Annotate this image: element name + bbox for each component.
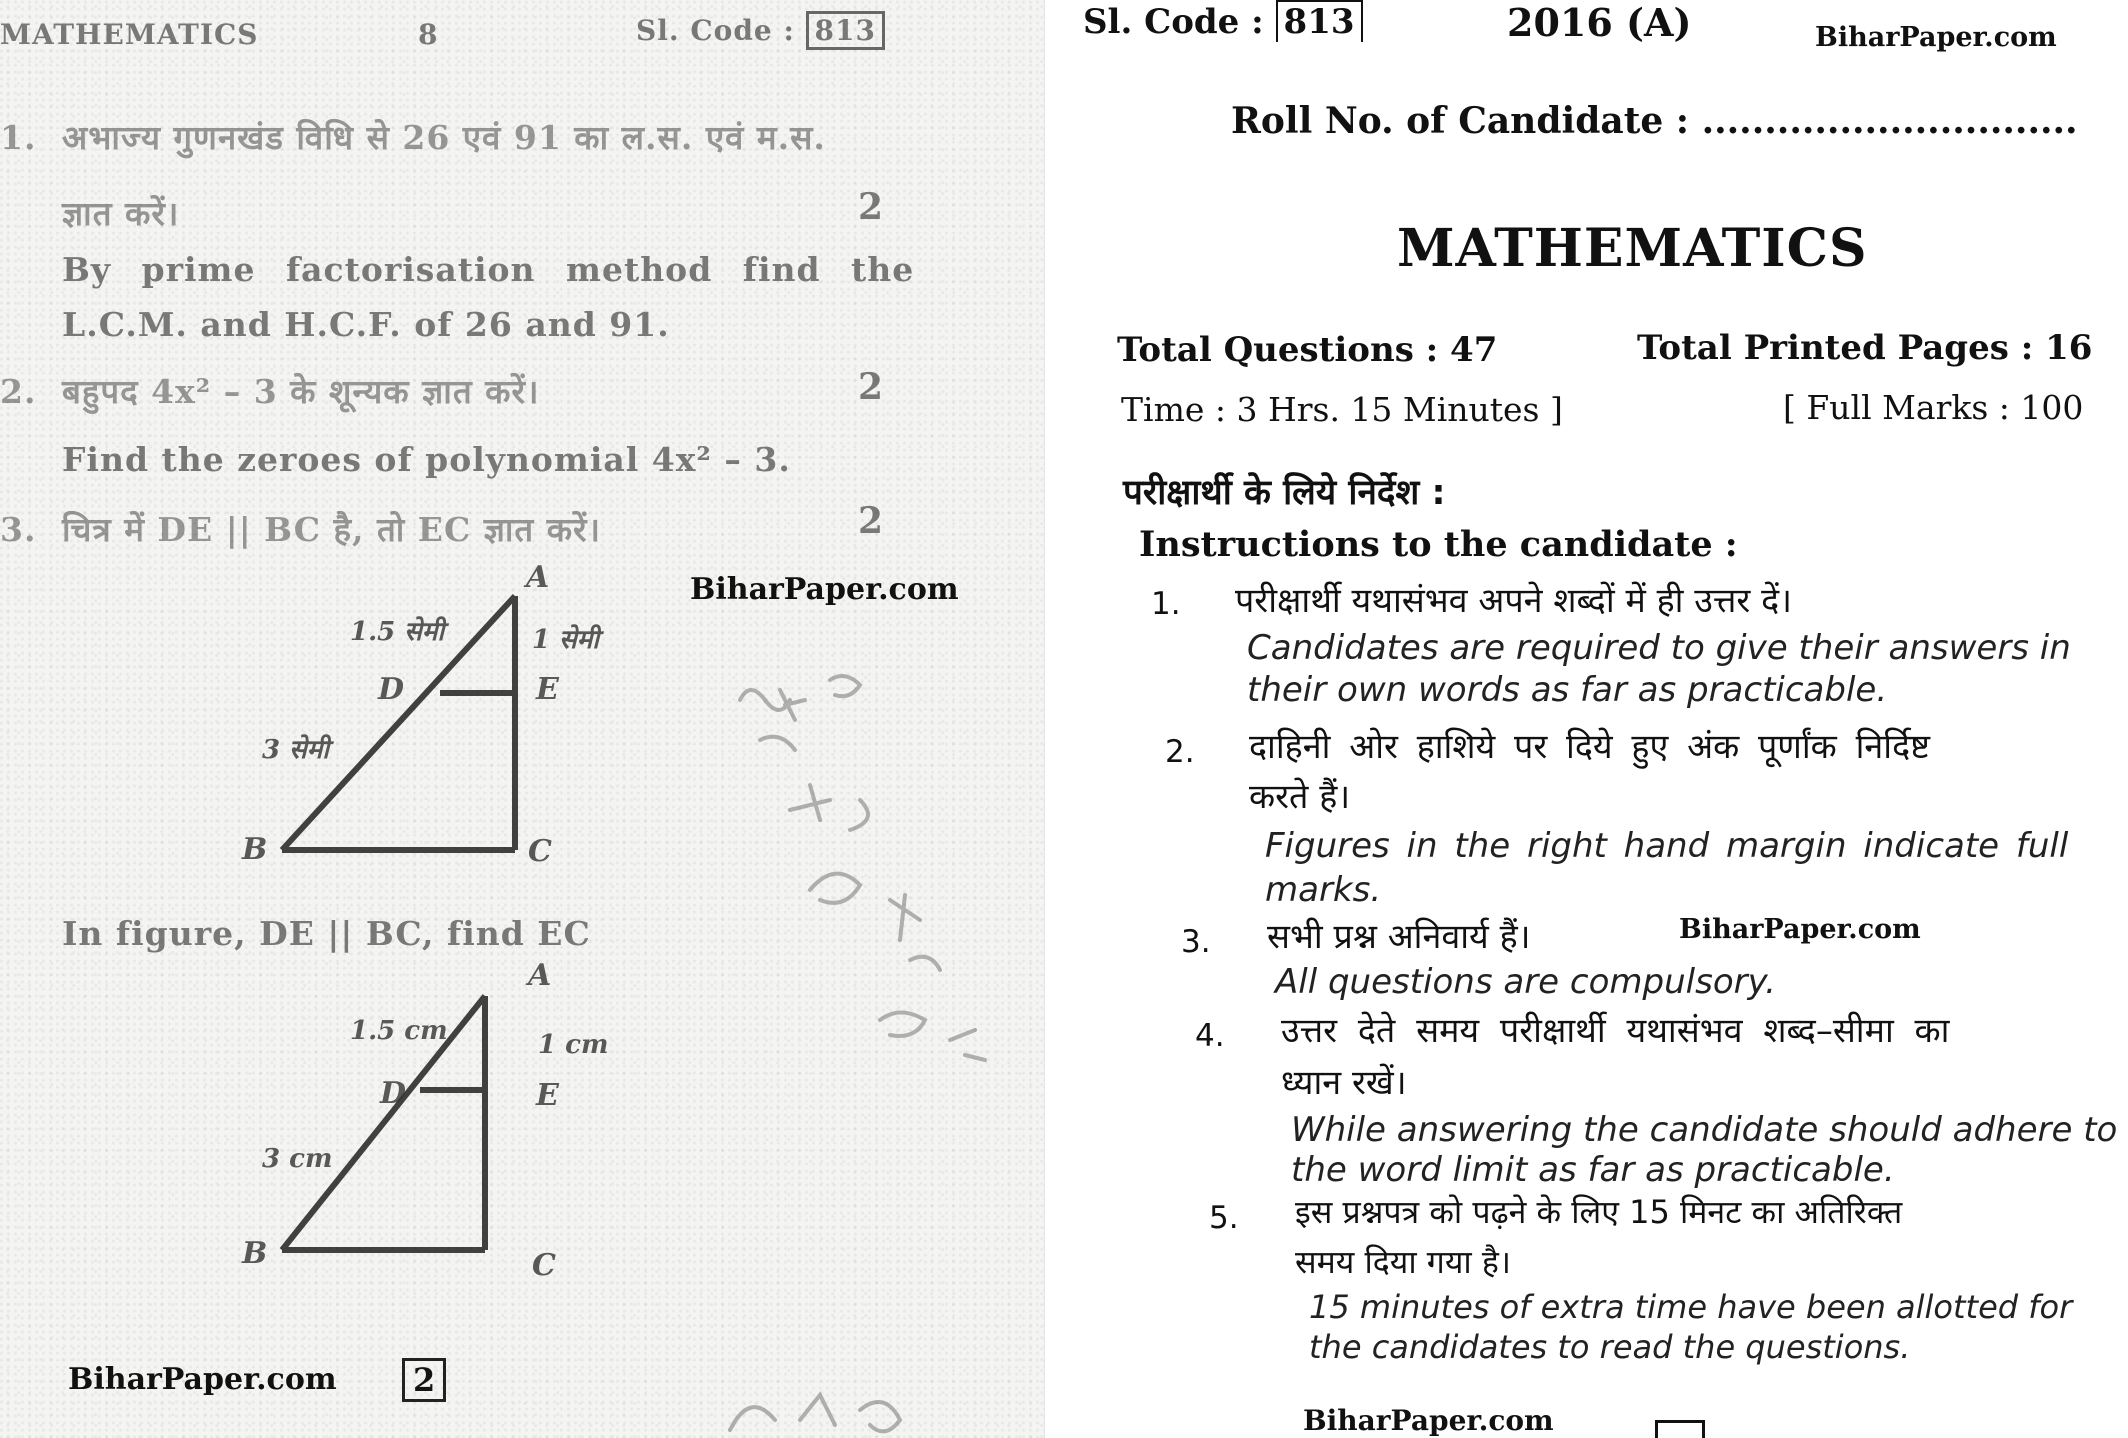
watermark-instr3: BiharPaper.com bbox=[1679, 914, 1921, 945]
watermark-bottom-left: BiharPaper.com bbox=[68, 1362, 337, 1397]
fig2-label-db: 3 cm bbox=[262, 1144, 333, 1174]
watermark-top-right: BiharPaper.com bbox=[1815, 22, 2057, 53]
fig2-label-c: C bbox=[532, 1248, 556, 1283]
instr4-english-line2: the word limit as far as practicable. bbox=[1291, 1150, 1895, 1190]
instr5-hindi-line2: समय दिया गया है। bbox=[1295, 1243, 1511, 1281]
instr5-english-line2: the candidates to read the questions. bbox=[1309, 1328, 1911, 1366]
left-header-code bbox=[636, 14, 885, 47]
fig1-label-ad: 1.5 सेमी bbox=[350, 617, 445, 647]
watermark-mid: BiharPaper.com bbox=[690, 572, 959, 607]
roll-number-line: Roll No. of Candidate : .............................. bbox=[1231, 100, 2078, 142]
q1-number: 1. bbox=[0, 118, 37, 157]
fig2-label-e: E bbox=[536, 1078, 559, 1113]
instr2-number: 2. bbox=[1165, 734, 1195, 770]
q3-number: 3. bbox=[0, 510, 37, 549]
fig2-label-b: B bbox=[242, 1236, 268, 1271]
fig1-label-a: A bbox=[526, 560, 550, 595]
instr4-hindi-line2: ध्यान रखें। bbox=[1281, 1063, 1407, 1103]
fig2-label-ad: 1.5 cm bbox=[350, 1016, 448, 1046]
right-page bbox=[1045, 0, 2128, 1438]
left-code-box: 813 bbox=[806, 11, 885, 50]
instr4-number: 4. bbox=[1195, 1018, 1225, 1054]
page-number-box: 2 bbox=[402, 1358, 446, 1402]
instructions-heading-english: Instructions to the candidate : bbox=[1139, 524, 1738, 565]
watermark-bottom-right: BiharPaper.com bbox=[1303, 1404, 1554, 1437]
exam-year: 2016 (A) bbox=[1507, 0, 1692, 45]
fig2-label-ae: 1 cm bbox=[538, 1030, 609, 1060]
q2-english: Find the zeroes of polynomial 4x² – 3. bbox=[62, 440, 791, 479]
fig1-label-ae: 1 सेमी bbox=[532, 625, 600, 655]
instr5-number: 5. bbox=[1209, 1200, 1239, 1236]
fig1-label-d: D bbox=[378, 672, 405, 707]
time-allowed: Time : 3 Hrs. 15 Minutes ] bbox=[1121, 390, 1563, 429]
instr2-english-line2: marks. bbox=[1265, 870, 1382, 910]
fig2-label-d: D bbox=[380, 1076, 407, 1111]
instr1-english-line2: their own words as far as practicable. bbox=[1247, 670, 1888, 710]
fig1-label-db: 3 सेमी bbox=[262, 735, 330, 765]
instr2-english-line1: Figures in the right hand margin indicate full bbox=[1265, 826, 2069, 866]
q3-english: In figure, DE || BC, find EC bbox=[62, 914, 591, 953]
q1-english-line2: L.C.M. and H.C.F. of 26 and 91. bbox=[62, 305, 670, 344]
right-code-label: Sl. Code : bbox=[1083, 2, 1264, 42]
instr3-number: 3. bbox=[1181, 924, 1211, 960]
instr1-english-line1: Candidates are required to give their answers in bbox=[1247, 628, 2071, 668]
instr5-english-line1: 15 minutes of extra time have been allotted for bbox=[1309, 1288, 2073, 1326]
page-number-box-partial bbox=[1655, 1420, 1705, 1438]
q2-hindi: बहुपद 4x² – 3 के शून्यक ज्ञात करें। bbox=[62, 372, 540, 411]
rough-work-scribbles-bottom bbox=[700, 1370, 1000, 1438]
fig1-label-c: C bbox=[528, 834, 552, 869]
q1-hindi-line1: अभाज्य गुणनखंड विधि से 26 एवं 91 का ल.स. एवं म.स. bbox=[62, 118, 826, 157]
instr5-hindi-line1: इस प्रश्नपत्र को पढ़ने के लिए 15 मिनट का अतिरिक्त bbox=[1295, 1193, 1903, 1231]
right-code-box: 813 bbox=[1276, 0, 1363, 42]
q1-hindi-line2: ज्ञात करें। bbox=[62, 194, 180, 233]
left-header-subject: MATHEMATICS bbox=[0, 18, 259, 51]
fig2-label-a: A bbox=[528, 958, 552, 993]
rough-work-scribbles bbox=[720, 660, 1020, 1120]
instr3-hindi: सभी प्रश्न अनिवार्य हैं। bbox=[1267, 917, 1531, 957]
instructions-heading-hindi: परीक्षार्थी के लिये निर्देश : bbox=[1123, 473, 1446, 513]
q2-marks: 2 bbox=[858, 366, 885, 408]
instr2-hindi-line1: दाहिनी ओर हाशिये पर दिये हुए अंक पूर्णांक निर्दिष्ट bbox=[1249, 727, 1930, 767]
q3-hindi: चित्र में DE || BC है, तो EC ज्ञात करें। bbox=[62, 510, 602, 549]
total-questions: Total Questions : 47 bbox=[1117, 330, 1498, 370]
q1-english-line1: By prime factorisation method find the bbox=[62, 250, 915, 289]
q3-marks: 2 bbox=[858, 500, 885, 542]
left-code-label: Sl. Code : bbox=[636, 14, 795, 47]
instr3-english: All questions are compulsory. bbox=[1275, 962, 1776, 1002]
full-marks: [ Full Marks : 100 bbox=[1783, 388, 2084, 427]
instr1-number: 1. bbox=[1151, 586, 1181, 622]
right-header-code bbox=[1083, 2, 1363, 42]
instr1-hindi: परीक्षार्थी यथासंभव अपने शब्दों में ही उत्तर दें। bbox=[1235, 581, 1793, 621]
instr2-hindi-line2: करते हैं। bbox=[1249, 777, 1351, 817]
total-printed-pages: Total Printed Pages : 16 bbox=[1637, 328, 2093, 368]
left-page bbox=[0, 0, 1045, 1438]
instr4-english-line1: While answering the candidate should adhere to bbox=[1291, 1110, 2118, 1150]
paper-title: MATHEMATICS bbox=[1397, 218, 1868, 279]
left-header-page-no: 8 bbox=[418, 18, 439, 51]
triangle-figure-english bbox=[230, 960, 650, 1280]
fig1-label-e: E bbox=[536, 672, 559, 707]
triangle-figure-hindi bbox=[230, 560, 650, 890]
q2-number: 2. bbox=[0, 372, 37, 411]
q1-marks: 2 bbox=[858, 186, 885, 228]
fig1-label-b: B bbox=[242, 832, 268, 867]
instr4-hindi-line1: उत्तर देते समय परीक्षार्थी यथासंभव शब्द–सीमा का bbox=[1281, 1011, 1950, 1051]
